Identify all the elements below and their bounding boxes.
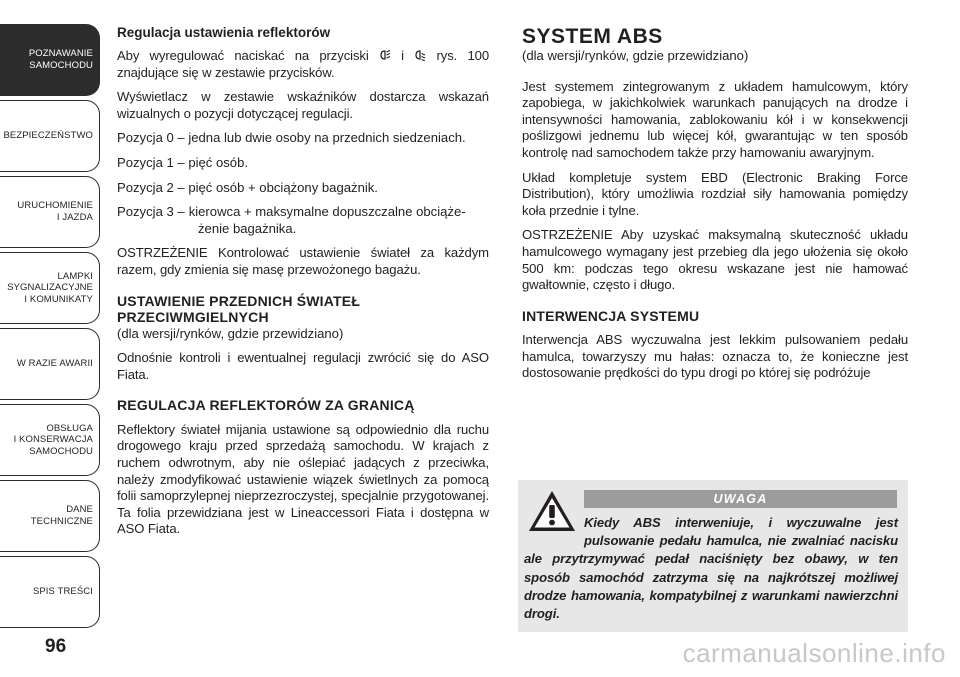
abs-warning-paragraph: OSTRZEŻENIE Aby uzyskać maksymalną skuteczność układu hamulcowego wymagany jest przebieg dla jego ułożenia się około 500 km: podczas tego okresu wskazane jest nie hamować gwałtownie, często i długo. bbox=[522, 227, 908, 293]
tab-poznawanie-samochodu[interactable]: POZNAWANIE SAMOCHODU bbox=[0, 24, 100, 96]
watermark: carmanualsonline.info bbox=[682, 638, 946, 668]
warning-text: Kiedy ABS interweniuje, i wyczuwalne jest pulsowanie pedału hamulca, nie zwalniać nacisku ale przytrzymywać pedał naciśnięty bez obawy, w ten sposób samochód zatrzyma się na najkrótszej możliwej drodze hamowania, kompatybilnej z warunkami nawierzchni drogi. bbox=[524, 515, 898, 622]
tab-spis-tresci[interactable]: SPIS TREŚCI bbox=[0, 556, 100, 628]
headlamp-adjustment-heading: Regulacja ustawienia reflektorów bbox=[117, 25, 331, 40]
instruction-text: Aby wyregulować naciskać na przyciski bbox=[117, 48, 379, 63]
tab-uruchomienie-i-jazda[interactable]: URUCHOMIENIE I JAZDA bbox=[0, 176, 100, 248]
position-3-label: Pozycja 3 – bbox=[117, 204, 185, 220]
position-2-text: Pozycja 2 – pięć osób + obciążony bagażnik. bbox=[117, 179, 378, 195]
instruction-text: rys. 100 znajdujące się w zestawie przycisków. bbox=[117, 48, 489, 80]
page-number: 96 bbox=[45, 636, 67, 657]
position-3 bbox=[117, 204, 489, 221]
tab-lampki-sygnalizacyjne[interactable]: LAMPKI SYGNALIZACYJNE I KOMUNIKATY bbox=[0, 252, 100, 324]
left-column bbox=[117, 24, 489, 546]
warning-header: UWAGA bbox=[584, 490, 897, 508]
intervention-paragraph: Interwencja ABS wyczuwalna jest lekkim pulsowaniem pedału hamulca, towarzyszy mu hałas: oznacza to, że konieczne jest dostosowanie prędkości do typu drogi po której się podróżuje bbox=[522, 332, 908, 381]
warning-text-block bbox=[518, 514, 908, 626]
position-1-text: Pozycja 1 – pięć osób. bbox=[117, 154, 249, 170]
tab-bezpieczenstwo[interactable]: BEZPIECZEŃSTWO bbox=[0, 100, 100, 172]
instruction-text: i bbox=[390, 48, 415, 63]
fog-lights-heading: USTAWIENIE PRZEDNICH ŚWIATEŁ PRZECIWMGIELNYCH bbox=[117, 292, 361, 326]
warning-box bbox=[518, 480, 908, 632]
position-2 bbox=[117, 180, 489, 197]
ebd-paragraph: Układ kompletuje system EBD (Electronic Braking Force Distribution), który umożliwia rozdział siły hamowania pomiędzy koła przednie i tylne. bbox=[522, 169, 908, 218]
headlamp-up-icon bbox=[379, 49, 391, 61]
position-3-cont-text: żenie bagażnika. bbox=[198, 220, 297, 236]
abroad-adjustment-paragraph: Reflektory świateł mijania ustawione są odpowiednio dla ruchu drogowego kraju przed sprzedażą samochodu. W krajach z ruchem odwrotnym, aby nie oślepiać jadących z przeciwka, należy zmodyfikować ustawienie wiązek świetlnych za pomocą folii samoprzylepnej nieprzezroczystej, specjalnie przygotowanej. Ta folia przewidziana jest w Lineaccessori Fiata i dostępna w ASO Fiata. bbox=[117, 421, 489, 537]
fog-lights-paragraph: Odnośnie kontroli i ewentualnej regulacji zwrócić się do ASO Fiata. bbox=[117, 350, 489, 382]
position-1 bbox=[117, 155, 489, 172]
fog-lights-note: (dla wersji/rynków, gdzie przewidziano) bbox=[117, 325, 344, 341]
position-3-continuation bbox=[117, 221, 489, 238]
intervention-heading: INTERWENCJA SYSTEMU bbox=[522, 307, 700, 324]
abs-note: (dla wersji/rynków, gdzie przewidziano) bbox=[522, 48, 749, 63]
abroad-adjustment-heading: REGULACJA REFLEKTORÓW ZA GRANICĄ bbox=[117, 397, 415, 414]
abs-description-paragraph: Jest systemem zintegrowanym z układem hamulcowym, który zapobiega, w jakichkolwiek warunkach panujących na drodze i intensywności hamowania, zablokowaniu kół i w konsekwencji poślizgowi jednemu lub więcej kół, gwarantując w ten sposób kontrolę nad samochodem także przy hamowaniu awaryjnym. bbox=[522, 78, 908, 160]
tab-obsluga-i-konserwacja[interactable]: OBSŁUGA I KONSERWACJA SAMOCHODU bbox=[0, 404, 100, 476]
position-0-text: Pozycja 0 – jedna lub dwie osoby na przednich siedzeniach. bbox=[117, 130, 466, 146]
position-0 bbox=[117, 130, 489, 147]
abs-title: SYSTEM ABS bbox=[522, 25, 663, 48]
display-info-paragraph: Wyświetlacz w zestawie wskaźników dostarcza wskazań wizualnych o pozycji dotyczącej regulacji. bbox=[117, 89, 489, 121]
headlamp-adjustment-instructions bbox=[117, 48, 489, 81]
tab-w-razie-awarii[interactable]: W RAZIE AWARII bbox=[0, 328, 100, 400]
position-3-text: kierowca + maksymalne dopuszczalne obciąże- bbox=[188, 204, 466, 220]
luggage-warning-paragraph: OSTRZEŻENIE Kontrolować ustawienie świateł za każdym razem, gdy zmienia się masę przewożonego bagażu. bbox=[117, 245, 489, 277]
tab-dane-techniczne[interactable]: DANE TECHNICZNE bbox=[0, 480, 100, 552]
right-column bbox=[522, 24, 908, 390]
headlamp-down-icon bbox=[414, 49, 426, 61]
